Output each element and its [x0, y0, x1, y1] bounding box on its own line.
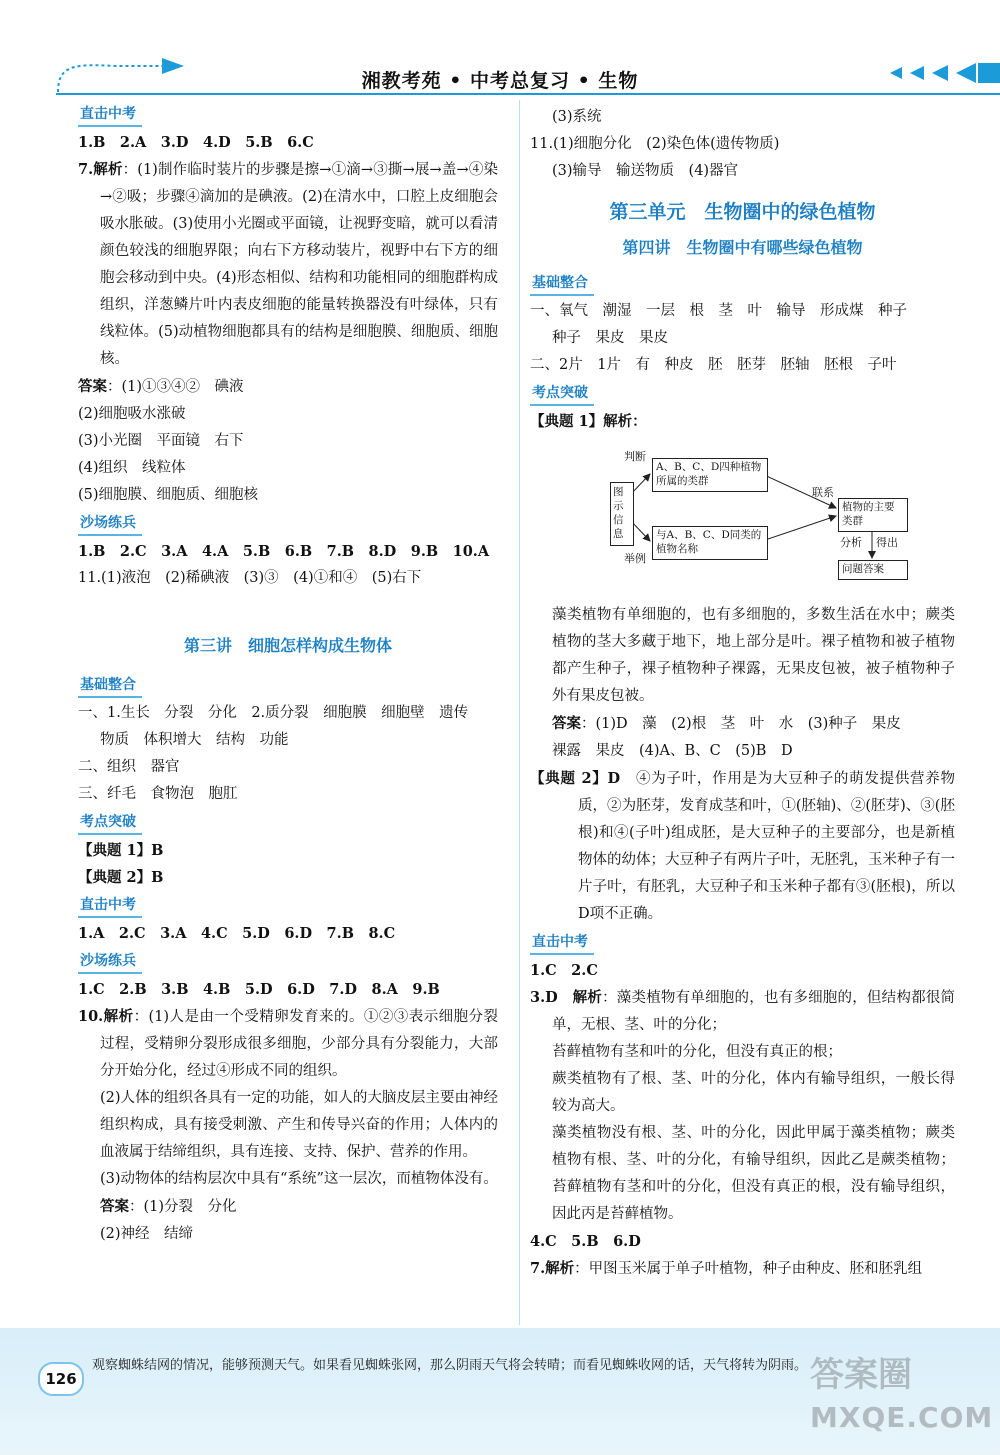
- flow-diagram: [530, 440, 955, 600]
- answer-line: 三、纤毛 食物泡 胞肛: [78, 786, 238, 802]
- answer-line: (5)细胞膜、细胞质、细胞核: [78, 487, 259, 503]
- answer-line: 4.C 5.B 6.D: [530, 1233, 641, 1250]
- answer-line: 答案：(1)分裂 分化: [100, 1198, 237, 1215]
- section-title: 直击中考: [78, 104, 142, 127]
- answer-label: 答案: [552, 715, 581, 732]
- unit-title: 第三单元 生物圈中的绿色植物: [609, 201, 876, 223]
- answer-label: 答案: [78, 378, 107, 395]
- answer-line: 1.C 2.C: [530, 962, 598, 979]
- diagram-label: 分析: [840, 536, 862, 549]
- explanation-paragraph: (2)人体的组织各具有一定的功能，如人的大脑皮层主要由神经组织构成，具有接受刺激、产生和传导兴奋的作用；人体内的血液属于结缔组织，具有连接、支持、保护、营养的作用。: [100, 1090, 498, 1160]
- explanation-label: 7.解析: [78, 161, 123, 178]
- explanation-paragraph: 蕨类植物有了根、茎、叶的分化，体内有输导组织，一般长得较为高大。: [552, 1071, 955, 1114]
- answer-line: 【典题 1】B: [78, 842, 164, 859]
- header-title: 湘教考苑 • 中考总复习 • 生物: [361, 70, 639, 92]
- answer-line: 一、1.生长 分裂 分化 2.质分裂 细胞膜 细胞壁 遗传: [78, 705, 469, 721]
- section-title: 考点突破: [78, 812, 142, 835]
- explanation-paragraph: 苔藓植物有茎和叶的分化，但没有真正的根；: [552, 1044, 842, 1060]
- section-title: 基础整合: [78, 675, 142, 698]
- example-label: 【典题 2】D: [530, 770, 621, 787]
- explanation-q7: 7.解析：甲图玉米属于单子叶植物，种子由种皮、胚和胚乳组: [530, 1260, 923, 1277]
- diagram-label: 举例: [624, 552, 646, 565]
- explanation-paragraph: 藻类植物有单细胞的，也有多细胞的，多数生活在水中；蕨类植物的茎大多藏于地下，地上部分是叶。裸子植物和被子植物都产生种子，裸子植物种子裸露，无果皮包被，被子植物种子外有果皮包被。: [552, 607, 955, 704]
- answer-line: 1.C 2.B 3.B 4.B 5.D 6.D 7.D 8.A 9.B: [78, 981, 440, 998]
- diagram-label: 判断: [624, 450, 646, 463]
- explanation-label: 10.解析: [78, 1008, 134, 1025]
- diagram-box-info: 图示信息: [610, 482, 634, 546]
- explanation-label: 3.D 解析: [530, 989, 603, 1006]
- answer-line: 一、氧气 潮湿 一层 根 茎 叶 输导 形成煤 种子: [530, 303, 907, 319]
- answer-line: 物质 体积增大 结构 功能: [100, 732, 289, 748]
- answer-line: 二、2片 1片 有 种皮 胚 胚芽 胚轴 胚根 子叶: [530, 357, 897, 373]
- diagram-box-groups: A、B、C、D四种植物所属的类群: [652, 458, 768, 492]
- footer-note: 观察蜘蛛结网的情况，能够预测天气。如果看见蜘蛛张网，那么阴雨天气将会转晴；而看见蜘蛛收网的话，天气将转为阴雨。: [92, 1358, 808, 1373]
- example-2: 【典题 2】D ④为子叶，作用是为大豆种子的萌发提供营养物质，②为胚芽，发育成茎和叶，①(胚轴)、②(胚芽)、③(胚根)和④(子叶)组成胚，是大豆种子的主要部分，也是新植物体的幼体；大豆种子有两片子叶，无胚乳，玉米种子有一片子叶，有胚乳，大豆种子和玉米种子都有③(胚根)，所以D项不正确。: [530, 770, 956, 922]
- explanation-paragraph: 藻类植物没有根、茎、叶的分化，因此甲属于藻类植物；蕨类植物有根、茎、叶的分化，有输导组织，因此乙是蕨类植物；苔藓植物有茎和叶的分化，但没有真正的根，没有输导组织，因此丙是苔藓植物。: [552, 1125, 955, 1222]
- answer-line: 裸露 果皮 (4)A、B、C (5)B D: [552, 743, 793, 759]
- answer-label: 答案: [100, 1198, 129, 1215]
- explanation-q10: 10.解析：(1)人是由一个受精卵发育来的。①②③表示细胞分裂过程，受精卵分裂形成很多细胞，少部分具有分裂能力，大部分开始分化，经过④形成不同的组织。: [78, 1008, 498, 1079]
- chapter-title: 第三讲 细胞怎样构成生物体: [183, 636, 392, 655]
- answer-line: 答案：(1)D 藻 (2)根 茎 叶 水 (3)种子 果皮: [552, 715, 901, 732]
- example-label: 【典题 1】解析：: [530, 413, 647, 430]
- section-title: 直击中考: [530, 932, 594, 955]
- section-title: 直击中考: [78, 895, 142, 918]
- diagram-box-main-groups: 植物的主要类群: [838, 498, 908, 532]
- section-title: 沙场练兵: [78, 513, 142, 536]
- explanation-paragraph: (3)动物体的结构层次中具有“系统”这一层次，而植物体没有。: [100, 1171, 498, 1187]
- diagram-box-answer: 问题答案: [838, 560, 908, 580]
- answer-line: (2)神经 结缔: [100, 1226, 194, 1242]
- answer-line: 答案：(1)①③④② 碘液: [78, 378, 244, 395]
- answer-line: (4)组织 线粒体: [78, 460, 186, 476]
- chapter-title: 第四讲 生物圈中有哪些绿色植物: [622, 238, 863, 257]
- answer-line: (3)输导 输送物质 (4)器官: [552, 163, 739, 179]
- answer-line: (3)小光圈 平面镜 右下: [78, 433, 244, 449]
- answer-line: (3)系统: [552, 109, 602, 125]
- right-column: [530, 104, 955, 1283]
- left-column: [78, 100, 498, 1248]
- answer-line: 【典题 2】B: [78, 869, 164, 886]
- section-title: 基础整合: [530, 273, 594, 296]
- explanation-text: ：(1)制作临时装片的步骤是擦→①滴→③撕→展→盖→④染→②吸；步骤④滴加的是碘液。(2)在清水中，口腔上皮细胞会吸水胀破。(3)使用小光圈或平面镜，让视野变暗，就可以看清颜色较浅的细胞界限；向右下方移动装片，视野中右下方的细胞会移动到中央。(4)形态相似、结构和功能相同的细胞群构成组织，洋葱鳞片叶内表皮细胞的能量转换器没有叶绿体，只有线粒体。(5)动植物细胞都具有的结构是细胞膜、细胞质、细胞核。: [100, 162, 498, 367]
- answer-line: 1.B 2.C 3.A 4.A 5.B 6.B 7.B 8.D 9.B 10.A: [78, 543, 490, 560]
- explanation-label: 7.解析: [530, 1260, 575, 1277]
- header-rule: [56, 93, 1000, 95]
- page-number: 126: [38, 1362, 84, 1396]
- column-divider: [519, 100, 520, 1325]
- answer-line: 11.(1)液泡 (2)稀碘液 (3)③ (4)①和④ (5)右下: [78, 570, 422, 586]
- diagram-box-names: 与A、B、C、D同类的植物名称: [652, 526, 768, 560]
- answer-line: 种子 果皮 果皮: [552, 330, 668, 346]
- answer-line: (2)细胞吸水涨破: [78, 406, 186, 422]
- explanation-q3: 3.D 解析：藻类植物有单细胞的，也有多细胞的，但结构都很简单，无根、茎、叶的分化；: [530, 989, 956, 1033]
- answer-line: 1.B 2.A 3.D 4.D 5.B 6.C: [78, 134, 314, 151]
- explanation-q7: [78, 156, 498, 373]
- section-title: 考点突破: [530, 383, 594, 406]
- answer-line: 1.A 2.C 3.A 4.C 5.D 6.D 7.B 8.C: [78, 925, 396, 942]
- diagram-label: 联系: [812, 486, 834, 499]
- answer-line: 二、组织 器官: [78, 759, 180, 775]
- section-title: 沙场练兵: [78, 951, 142, 974]
- watermark-logo: 答案圈 MXQE.COM: [810, 1355, 994, 1434]
- diagram-label: 得出: [876, 536, 898, 549]
- answer-line: 11.(1)细胞分化 (2)染色体(遗传物质): [530, 136, 780, 152]
